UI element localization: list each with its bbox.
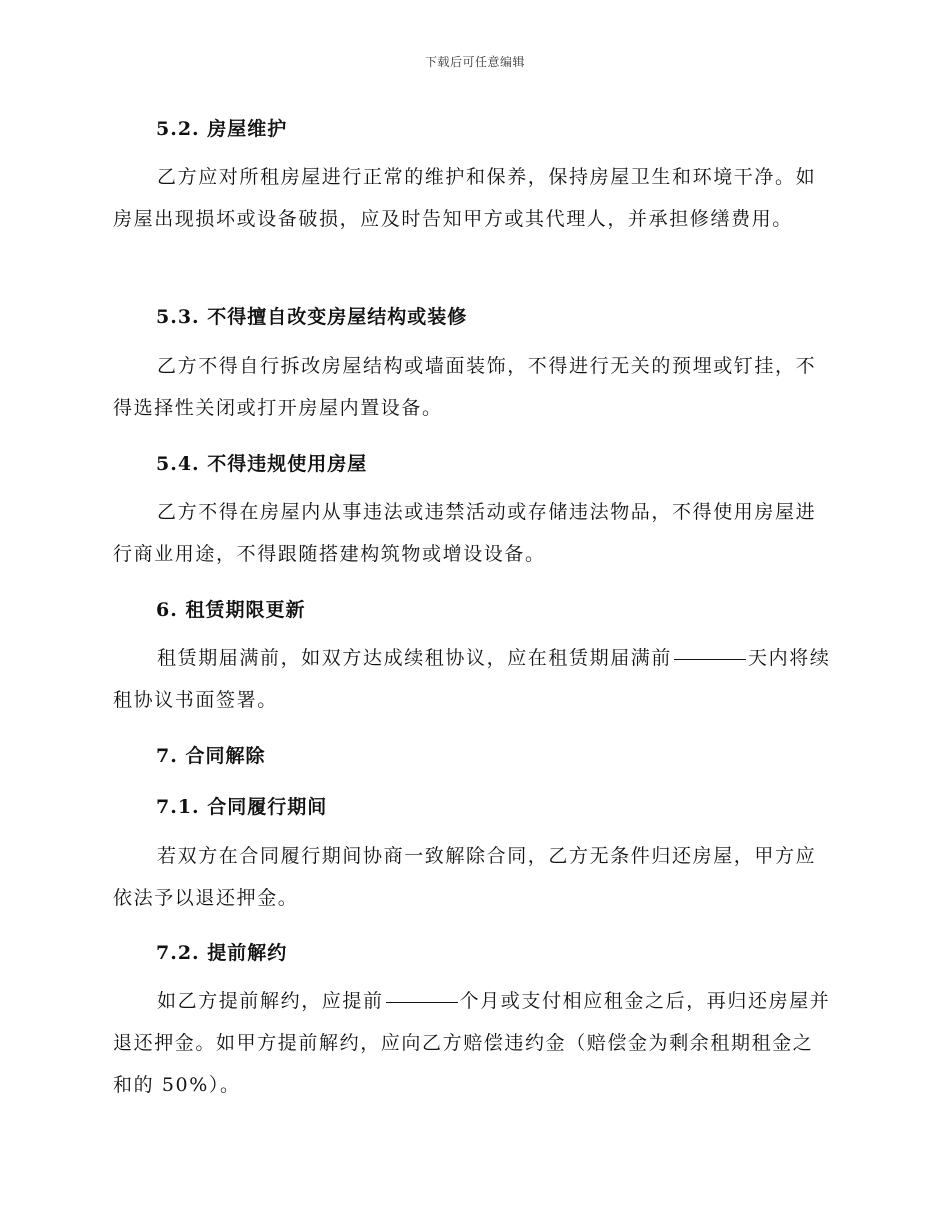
- section-5-4-body: [113, 491, 833, 575]
- section-6-text-a: 租赁期届满前，如双方达成续租协议，应在租赁期届满前: [157, 647, 673, 669]
- section-6-title: 6. 租赁期限更新: [156, 599, 306, 621]
- section-7-2-title: 7.2. 提前解约: [156, 942, 288, 964]
- section-5-4-text: 乙方不得在房屋内从事违法或违禁活动或存储违法物品，不得使用房屋进行商业用途，不得跟随搭建构筑物或增设设备。: [113, 501, 817, 565]
- section-6-body: [113, 637, 833, 721]
- section-7-1-text: 若双方在合同履行期间协商一致解除合同，乙方无条件归还房屋，甲方应依法予以退还押金。: [113, 845, 817, 909]
- fill-in-blank-months[interactable]: [386, 1001, 458, 1003]
- page-header: 下载后可任意编辑: [424, 55, 525, 69]
- section-5-4-title: 5.4. 不得违规使用房屋: [156, 453, 368, 475]
- section-5-2-body: [113, 156, 833, 240]
- section-7-1-title: 7.1. 合同履行期间: [156, 796, 328, 818]
- section-5-2-text: 乙方应对所租房屋进行正常的维护和保养，保持房屋卫生和环境干净。如房屋出现损坏或设备破损，应及时告知甲方或其代理人，并承担修缮费用。: [113, 166, 817, 230]
- fill-in-blank-days[interactable]: [674, 658, 746, 660]
- section-7-1-body: [113, 835, 833, 919]
- section-6-text-b: 天内将续租协议书面签署。: [113, 647, 831, 711]
- section-5-3-body: [113, 345, 833, 429]
- section-5-3-text: 乙方不得自行拆改房屋结构或墙面装饰，不得进行无关的预埋或钉挂，不得选择性关闭或打开房屋内置设备。: [113, 355, 817, 419]
- section-5-2-title: 5.2. 房屋维护: [156, 118, 288, 140]
- section-7-2-body: [113, 980, 833, 1106]
- section-7-title: 7. 合同解除: [156, 745, 266, 767]
- section-7-2-text-b: 个月或支付相应租金之后，再归还房屋并退还押金。如甲方提前解约，应向乙方赔偿违约金（赔偿金为剩余租期租金之和的 50%）。: [113, 990, 831, 1096]
- section-5-3-title: 5.3. 不得擅自改变房屋结构或装修: [156, 306, 468, 328]
- section-7-2-text-a: 如乙方提前解约，应提前: [157, 990, 384, 1012]
